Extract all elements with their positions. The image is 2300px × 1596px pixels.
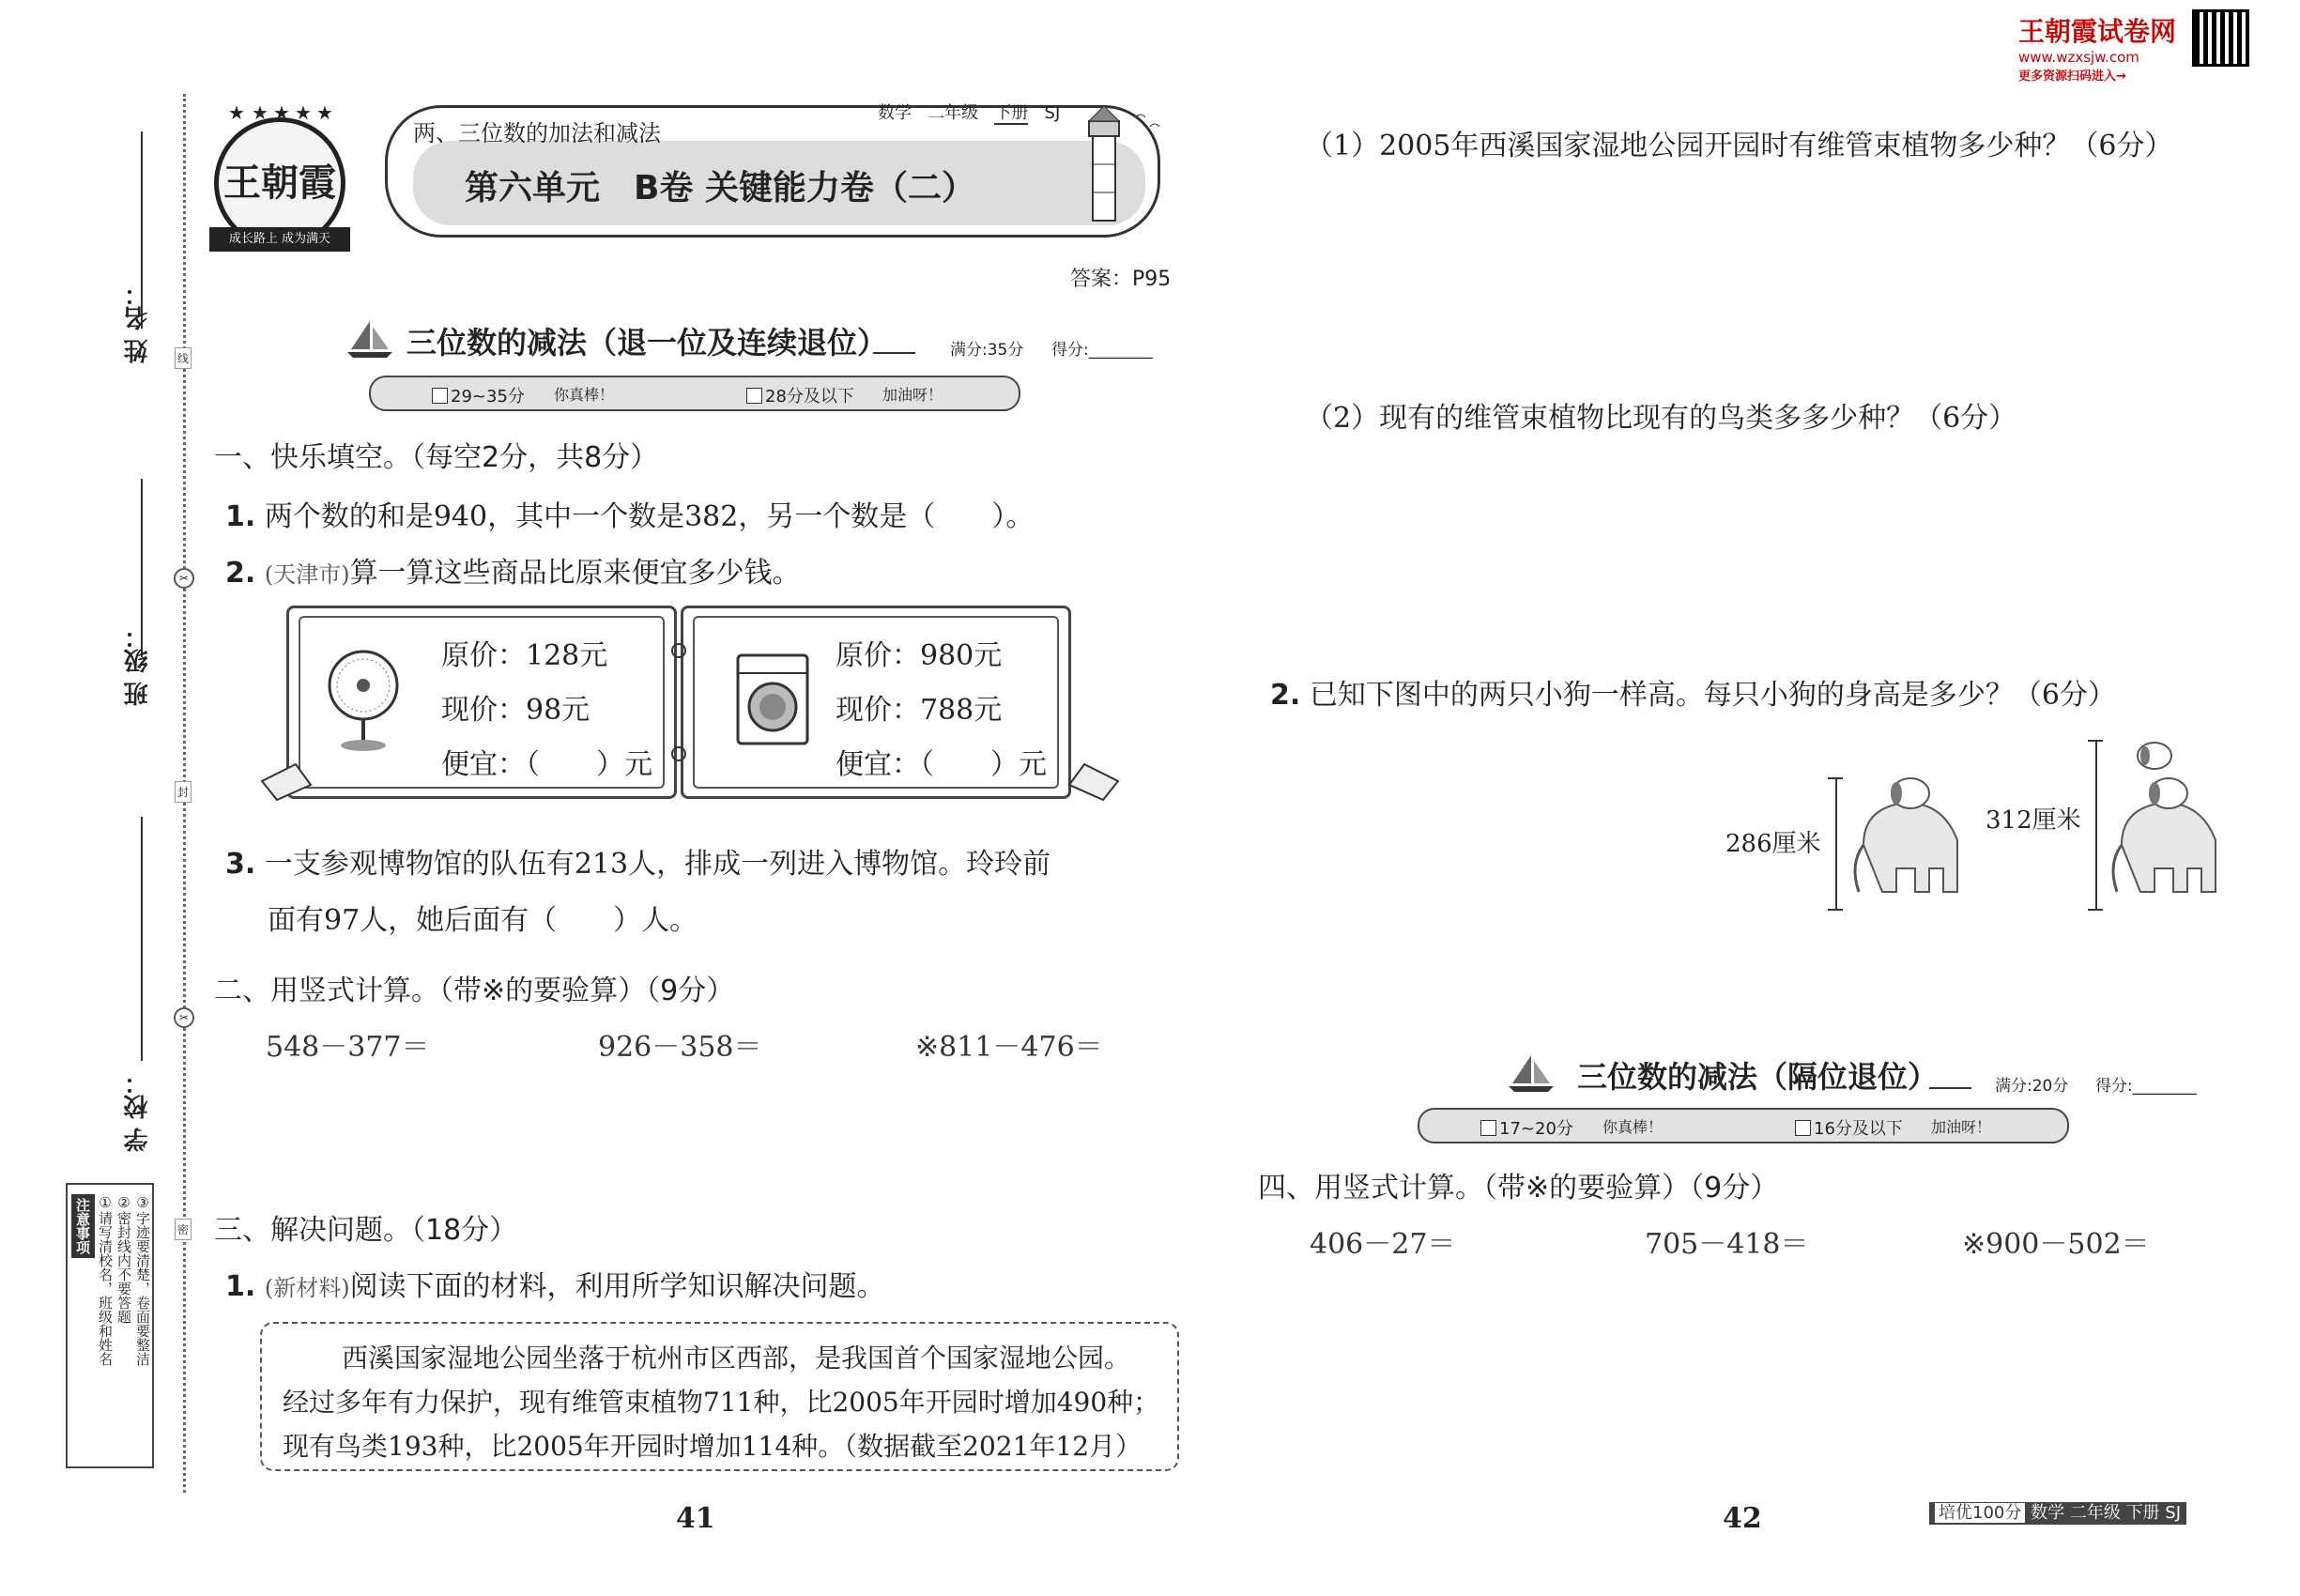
height-bar-2 xyxy=(2095,740,2097,909)
q-text: 已知下图中的两只小狗一样高。每只小狗的身高是多少？（6分） xyxy=(1309,679,2116,712)
q-text: 两个数的和是940，其中一个数是382，另一个数是（ ）。 xyxy=(264,500,1035,533)
q-number: 2. xyxy=(225,557,256,590)
question-2-dogs xyxy=(1270,671,2116,713)
binder-ring-icon xyxy=(671,746,686,761)
part3-heading: 三、解决问题。（18分） xyxy=(214,1214,518,1247)
rank-b[interactable]: 16分及以下 xyxy=(1795,1115,1903,1140)
q-text: 一支参观博物馆的队伍有213人，排成一列进入博物馆。玲玲前 xyxy=(264,848,1051,881)
unit-topic: 两、三位数的加法和减法 xyxy=(413,120,661,146)
school-label: 学 校： xyxy=(124,1070,152,1153)
lighthouse-icon xyxy=(1080,99,1183,230)
class-label: 班 级： xyxy=(124,624,152,707)
notice-title: 注意事项 xyxy=(71,1194,95,1258)
section1-title: 三位数的减法（退一位及连续退位） xyxy=(406,325,888,361)
star-icon: ★ xyxy=(316,101,333,124)
section1-score-field[interactable]: 得分:________ xyxy=(1051,341,1153,360)
dog-on-elephant-icon xyxy=(2103,737,2239,911)
footer-edition: SJ xyxy=(2165,1503,2182,1523)
washer-discount-blank[interactable]: 便宜：（ ）元 xyxy=(836,748,1047,781)
q-number: 1. xyxy=(225,500,256,533)
scissors-icon: ✂ xyxy=(174,568,194,589)
qr-code-icon[interactable] xyxy=(2192,9,2249,67)
height-bar-1 xyxy=(1835,777,1837,909)
star-icon: ★ xyxy=(273,101,290,124)
section2-rank-bar xyxy=(1418,1108,2069,1143)
answer-ref[interactable]: 答案：P95 xyxy=(1070,268,1172,291)
rank-a[interactable]: 17~20分 xyxy=(1480,1115,1573,1140)
meta-subject: 数学 xyxy=(878,103,912,123)
reading-line: 经过多年有力保护，现有维管束植物711种，比2005年开园时增加490种； xyxy=(283,1387,1160,1418)
dim-tick xyxy=(2088,740,2103,742)
question-3 xyxy=(225,840,1050,882)
notice-box xyxy=(66,1183,154,1468)
part4-heading: 四、用竖式计算。（带※的要验算）（9分） xyxy=(1258,1172,1779,1205)
envelope-icon xyxy=(1066,760,1122,803)
star-icon: ★ xyxy=(295,101,312,124)
calc-item[interactable]: 548－377＝ xyxy=(266,1031,430,1064)
part2-heading: 二、用竖式计算。（带※的要验算）（9分） xyxy=(214,974,735,1007)
fan-current-price: 现价：98元 xyxy=(441,694,590,727)
sub-question-2: （2）现有的维管束植物比现有的鸟类多多少种？（6分） xyxy=(1305,402,2017,435)
height-label-2: 312厘米 xyxy=(1986,806,2081,835)
sub-question-1: （1）2005年西溪国家湿地公园开园时有维管束植物多少种？（6分） xyxy=(1305,130,2173,162)
praise-a: 你真棒！ xyxy=(554,386,615,404)
reading-line: 现有鸟类193种，比2005年开园时增加114种。（数据截至2021年12月） xyxy=(283,1431,1142,1462)
school-rule xyxy=(141,817,143,1061)
name-label: 姓 名： xyxy=(124,282,152,364)
footer-term: 下册 xyxy=(2125,1503,2160,1523)
q-text: 算一算这些商品比原来便宜多少钱。 xyxy=(349,557,801,590)
part1-heading: 一、快乐填空。（每空2分，共8分） xyxy=(214,441,659,474)
meta-grade: 二年级 xyxy=(928,103,979,123)
question-1 xyxy=(225,493,1034,534)
calc-item[interactable]: ※900－502＝ xyxy=(1962,1228,2150,1261)
section1-rank-bar xyxy=(369,376,1020,411)
question-3-1 xyxy=(225,1263,885,1304)
line-tag: 线 xyxy=(175,347,192,369)
seal-tag: 封 xyxy=(175,781,192,803)
reading-material xyxy=(260,1322,1179,1471)
praise-b: 加油呀！ xyxy=(1931,1118,1992,1136)
footer-subject: 数学 xyxy=(2031,1503,2065,1523)
praise-b: 加油呀！ xyxy=(882,386,943,404)
brand-name: 王朝霞试卷网 xyxy=(2018,16,2177,47)
q-number: 2. xyxy=(1270,679,1301,712)
dim-tick xyxy=(1828,777,1843,779)
fan-original-price: 原价：128元 xyxy=(441,639,608,672)
q-number: 1. xyxy=(225,1270,256,1303)
washer-original-price: 原价：980元 xyxy=(836,639,1003,672)
fan-icon xyxy=(326,648,401,756)
close-tag: 密 xyxy=(175,1219,192,1240)
notice-item: ①请写清校名，班级和姓名 xyxy=(97,1194,114,1366)
calc-item[interactable]: 926－358＝ xyxy=(598,1031,762,1064)
sailboat-icon xyxy=(1507,1053,1556,1093)
question-3-cont: 面有97人，她后面有（ ）人。 xyxy=(268,904,698,937)
logo-banner: 成长路上 成为满天 xyxy=(209,227,350,252)
dim-tick xyxy=(1828,909,1843,911)
page-number-right: 42 xyxy=(1723,1502,1762,1535)
footer-grade: 二年级 xyxy=(2069,1503,2121,1523)
section1-full-score: 满分:35分 xyxy=(950,341,1024,360)
notice-item: ②密封线内不要答题 xyxy=(115,1194,132,1324)
rank-b[interactable]: 28分及以下 xyxy=(746,383,854,407)
section2-score-field[interactable]: 得分:________ xyxy=(2095,1077,2197,1096)
brand-url[interactable]: www.wzxsjw.com xyxy=(2018,49,2139,66)
calc-item[interactable]: ※811－476＝ xyxy=(915,1031,1103,1064)
envelope-icon xyxy=(258,760,314,803)
page-title: 第六单元 B卷 关键能力卷（二） xyxy=(465,169,975,207)
notice-item: ③字迹要清楚，卷面要整洁 xyxy=(134,1194,151,1366)
brand-sub: 更多资源扫码进入→ xyxy=(2018,69,2126,84)
section2-full-score: 满分:20分 xyxy=(1995,1077,2069,1096)
star-icon: ★ xyxy=(252,101,268,124)
page-number-left: 41 xyxy=(676,1502,715,1535)
header-meta xyxy=(878,100,1060,124)
binder-ring-icon xyxy=(671,643,686,658)
question-2 xyxy=(225,549,801,591)
brand-logo xyxy=(214,101,345,249)
meta-edition: SJ xyxy=(1044,103,1061,123)
footer-series: 培优100分 xyxy=(1935,1503,2025,1523)
calc-item[interactable]: 705－418＝ xyxy=(1645,1228,1809,1261)
height-label-1: 286厘米 xyxy=(1725,830,1821,858)
logo-text: 王朝霞 xyxy=(223,161,336,205)
title-tail xyxy=(1929,1087,1971,1089)
reading-line: 西溪国家湿地公园坐落于杭州市区西部，是我国首个国家湿地公园。 xyxy=(342,1343,1131,1373)
star-icon: ★ xyxy=(228,101,245,124)
washer-current-price: 现价：788元 xyxy=(836,694,1003,727)
rank-a[interactable]: 29~35分 xyxy=(432,383,525,407)
scissors-icon: ✂ xyxy=(174,1007,194,1028)
footer-series-tag xyxy=(1929,1502,2186,1525)
meta-term: 下册 xyxy=(994,103,1029,123)
price-book xyxy=(286,606,1084,793)
brand-block xyxy=(2018,11,2176,84)
title-tail xyxy=(873,352,915,354)
q-text: 阅读下面的材料，利用所学知识解决问题。 xyxy=(349,1270,885,1303)
washing-machine-icon xyxy=(735,652,810,746)
sailboat-icon xyxy=(345,319,394,359)
fan-discount-blank[interactable]: 便宜：（ ）元 xyxy=(441,748,652,781)
section2-title: 三位数的减法（隔位退位） xyxy=(1577,1059,1939,1095)
elephant-dog-icon xyxy=(1845,770,1981,911)
praise-a: 你真棒！ xyxy=(1602,1118,1664,1136)
q-source-note: (新材料) xyxy=(264,1275,350,1301)
q-source-note: (天津市) xyxy=(264,561,350,588)
calc-item[interactable]: 406－27＝ xyxy=(1310,1228,1456,1261)
q-number: 3. xyxy=(225,848,256,881)
dim-tick xyxy=(2088,909,2103,911)
